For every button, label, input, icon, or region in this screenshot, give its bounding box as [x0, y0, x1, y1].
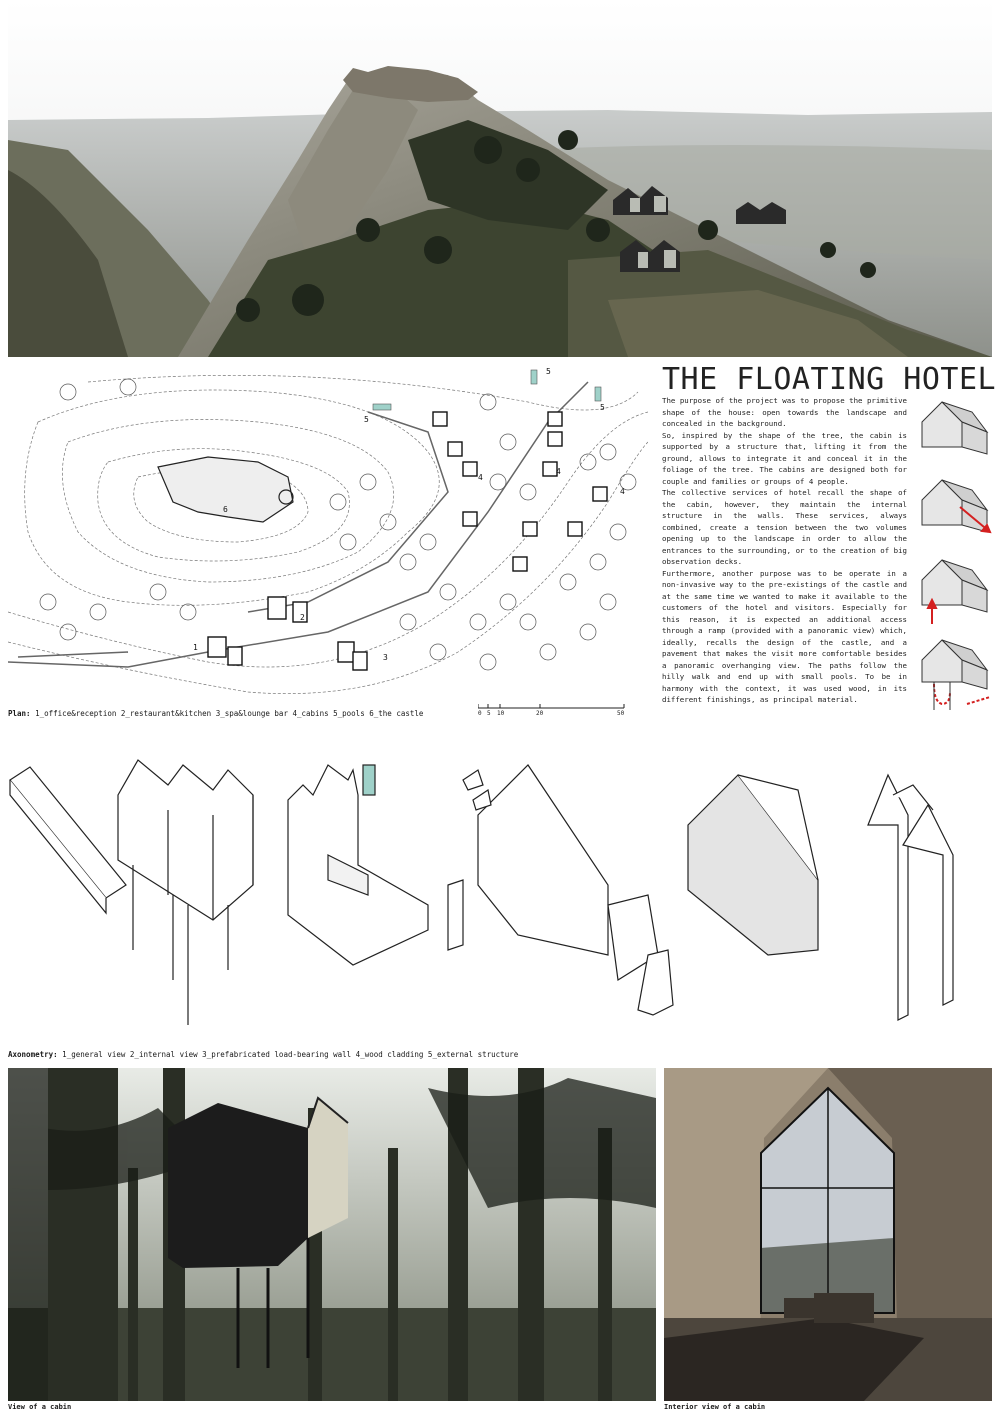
description-text	[662, 395, 907, 706]
axonometry-caption: Axonometry: 1_general view 2_internal view 3_prefabricated load-bearing wall 4_wood cladding 5_external structure	[8, 1050, 519, 1059]
description-paragraph: The purpose of the project was to propose the primitive shape of the house: open towards the landscape and concealed in the background.	[662, 396, 907, 428]
plan-number: 6	[223, 505, 228, 514]
axonometry-drawings	[8, 755, 992, 1050]
description-paragraph: Furthermore, another purpose was to be operate in a non-invasive way to the pre-existings of the castle and at the same time we wanted to make it available to the customers of the hotel and visitors. Especially for this reason, it is expected an additional access through a ramp (provided with a panoramic view) which, ideally, recalls the design of the castle, and a pavement that makes the visit more comfortable besides a panoramic overhanging view. The paths follow the hilly walk and end up with small pools. To be in harmony with the context, it was used wood, in its different finishings, as principal material.	[662, 568, 907, 704]
plan-number: 2	[300, 613, 305, 622]
plan-number: 5	[546, 367, 551, 376]
plan-caption: Plan: 1_office&reception 2_restaurant&kitchen 3_spa&lounge bar 4_cabins 5_pools 6_the castle	[8, 709, 424, 718]
scale-labels: 0 5 10 20 50	[478, 710, 625, 717]
plan-number: 5	[600, 403, 605, 412]
plan-number: 4	[556, 467, 561, 476]
cabin-forest-render	[8, 1068, 656, 1401]
plan-number: 3	[383, 653, 388, 662]
plan-number: 4	[620, 487, 625, 496]
plan-number: 4	[478, 473, 483, 482]
cabin-interior-render	[664, 1068, 992, 1401]
plan-number: 5	[364, 415, 369, 424]
plan-number: 1	[193, 643, 198, 652]
site-plan-drawing	[8, 362, 648, 722]
forest-caption: View of a cabin	[8, 1403, 72, 1411]
page-title: THE FLOATING HOTEL	[662, 362, 997, 397]
hero-landscape-image	[8, 0, 992, 357]
description-paragraph: The collective services of hotel recall the shape of the cabin, however, they maintain the internal structure in the walls. These services, always combined, create a tension between the two volumes opening up to the landscape in order to allow the entrances to the surrounding, or to the creation of big observation decks.	[662, 488, 907, 566]
description-paragraph: So, inspired by the shape of the tree, the cabin is supported by a structure that, lifting it from the ground, allows to integrate it and conceal it in the foliage of the tree. The cabins are designed both for couple and families or groups of 4 people.	[662, 430, 907, 486]
interior-caption: Interior view of a cabin	[664, 1403, 766, 1411]
concept-diagrams	[912, 392, 994, 722]
